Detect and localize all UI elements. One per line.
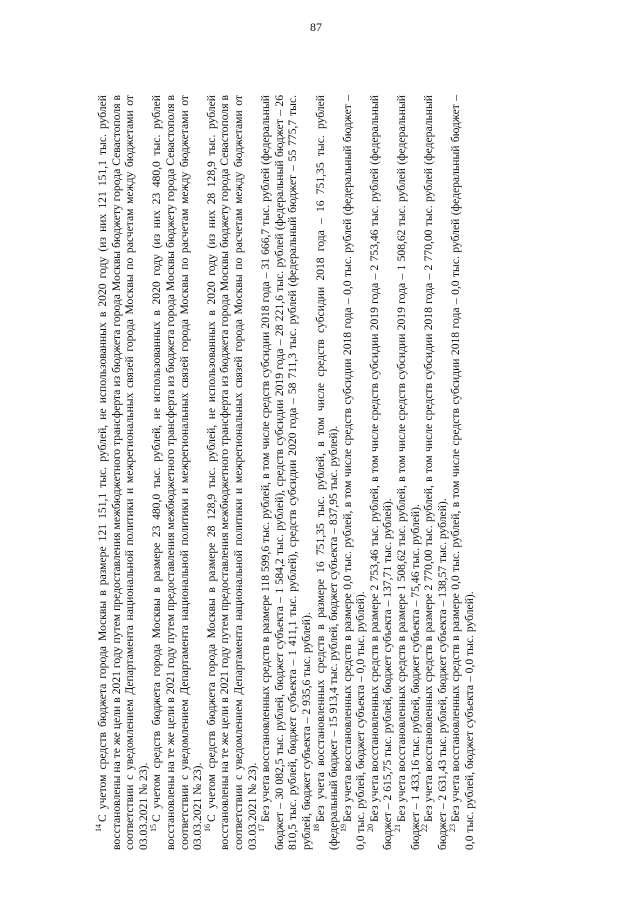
footnote-mark: 21 bbox=[393, 824, 403, 832]
footnote-text: Без учета восстановленных средств в размере 0,0 тыс. рублей, в том числе средств субсидии 2018 года – 0,0 тыс. рублей (федеральный бюджет – 0,0 тыс. рублей, бюджет субъекта – 0,0 тыс. рублей). bbox=[449, 95, 477, 850]
footnote-22 bbox=[422, 95, 449, 850]
footnote-19 bbox=[338, 95, 368, 850]
footnote-mark: 20 bbox=[366, 824, 376, 832]
footnote-15 bbox=[150, 95, 204, 850]
footnote-mark: 19 bbox=[338, 824, 348, 832]
footnote-text: С учетом средств бюджета города Москвы в размере 23 480,0 тыс. рублей, не использованных в 2020 году (из них 23 480,0 тыс. рублей восстановлены на те же цели в 2021 году путем предоставления межбюджетного трансферта из бюджета города Москвы бюджету города Севастополя в соответствии с уведомлением Департамента национальной политики и межрегиональных связей города Москвы по расчетам между бюджетами от 03.03.2021 № 23). bbox=[150, 95, 205, 850]
footnote-mark: 16 bbox=[202, 824, 212, 832]
footnote-21 bbox=[395, 95, 422, 850]
footnote-mark: 18 bbox=[311, 824, 321, 832]
footnote-text: Без учета восстановленных средств в размере 2 753,46 тыс. рублей, в том числе средств субсидии 2019 года – 2 753,46 тыс. рублей (федеральный бюджет – 2 615,75 тыс. рублей, бюджет субъекта – 137,71 тыс. рублей). bbox=[367, 95, 395, 850]
footnote-18 bbox=[311, 95, 341, 850]
footnote-16 bbox=[202, 95, 259, 850]
footnote-text: Без учета восстановленных средств в размере 2 770,00 тыс. рублей, в том числе средств субсидии 2018 года – 2 770,00 тыс. рублей (федеральный бюджет – 2 631,43 тыс. рублей, бюджет субъекта – 138,57 тыс. рублей). bbox=[422, 95, 449, 850]
footnote-text: Без учета восстановленных средств в размере 1 508,62 тыс. рублей, в том числе средств субсидии 2019 года – 1 508,62 тыс. рублей (федеральный бюджет – 1 433,16 тыс. рублей, бюджет субъекта – 75,46 тыс. рублей). bbox=[395, 95, 422, 850]
footnote-14 bbox=[96, 95, 150, 850]
footnote-text: Без учета восстановленных средств в размере 16 751,35 тыс. рублей, в том числе средств субсидии 2018 года – 16 751,35 тыс. рублей (федеральный бюджет – 15 913,4 тыс. рублей, бюджет субъекта – 837,95 тыс. рублей). bbox=[313, 95, 341, 850]
footnote-mark: 14 bbox=[94, 824, 104, 832]
footnote-mark: 15 bbox=[148, 824, 158, 832]
footnote-text: Без учета восстановленных средств в размере 0,0 тыс. рублей, в том числе средств субсидии 2018 года – 0,0 тыс. рублей (федеральный бюджет – 0,0 тыс. рублей, бюджет субъекта – 0,0 тыс. рублей). bbox=[340, 95, 368, 850]
footnote-text: С учетом средств бюджета города Москвы в размере 28 128,9 тыс. рублей, не использованных в 2020 году (из них 28 128,9 тыс. рублей восстановлены на те же цели в 2021 году путем предоставления межбюджетного трансферта из бюджета города Москвы бюджету города Севастополя в соответствии с уведомлением Департамента национальной политики и межрегиональных связей города Москвы по расчетам между бюджетами от 03.03.2021 № 23). bbox=[204, 95, 259, 850]
footnote-17 bbox=[259, 95, 313, 850]
footnote-mark: 17 bbox=[257, 824, 267, 832]
page-number: 87 bbox=[310, 20, 322, 34]
footnote-20 bbox=[368, 95, 395, 850]
footnote-text: С учетом средств бюджета города Москвы в размере 121 151,1 тыс. рублей, не использованных в 2020 году (из них 121 151,1 тыс. рублей восстановлены на те же цели в 2021 году путем предоставления межбюджетного трансферта из бюджета города Москвы бюджету города Севастополя в соответствии с уведомлением Департамента национальной политики и межрегиональных связей города Москвы по расчетам между бюджетами от 03.03.2021 № 23). bbox=[96, 95, 150, 850]
footnote-mark: 22 bbox=[420, 824, 430, 832]
footnotes-area bbox=[96, 95, 616, 850]
footnotes-rotated-block bbox=[96, 95, 616, 850]
footnote-text: Без учета восстановленных средств в размере 118 599,6 тыс. рублей, в том числе средств субсидии 2018 года – 31 666,7 тыс. рублей (федеральный бюджет – 30 082,5 тыс. рублей, бюджет субъекта – 1 584,2 тыс. рублей), средств субсидии 2019 года – 28 221,6 тыс. рублей (федеральный бюджет – 26 810,5 тыс. рублей, бюджет субъекта – 1 411,1 тыс. рублей), средств субсидии 2020 года – 58 711,3 тыс. рублей (федеральный бюджет – 55 775,7 тыс. рублей, бюджет субъекта – 2 935,6 тыс. рублей). bbox=[259, 95, 313, 850]
footnote-23 bbox=[449, 95, 476, 850]
footnote-mark: 23 bbox=[447, 824, 457, 832]
